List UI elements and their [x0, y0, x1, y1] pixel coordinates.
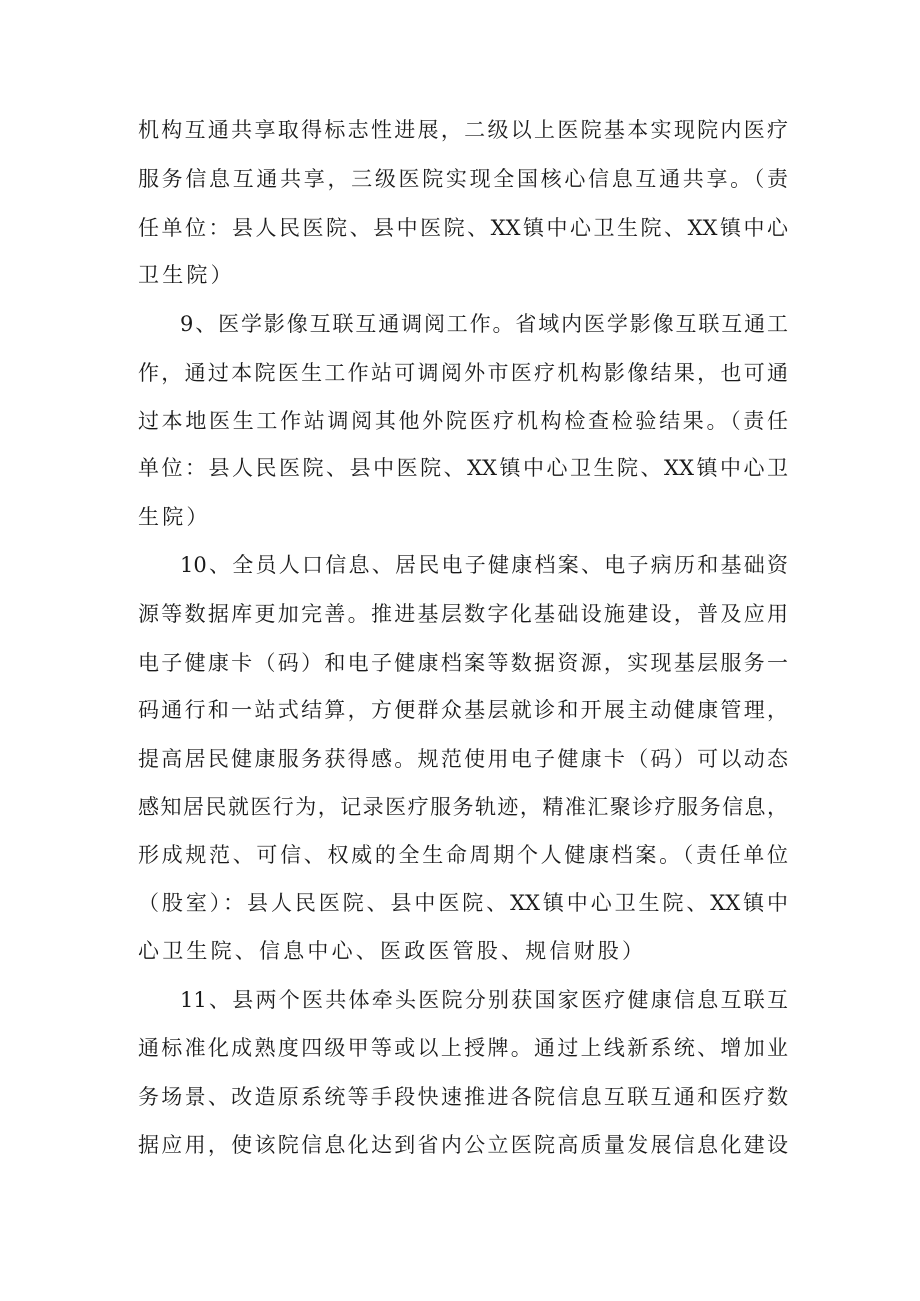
text-line: 过本地医生工作站调阅其他外院医疗机构检查检验结果。（责任 [138, 409, 788, 433]
text-line: 9、医学影像互联互通调阅工作。省域内医学影像互联互通工 [180, 312, 788, 336]
text-line: 机构互通共享取得标志性进展，二级以上医院基本实现院内医疗 [138, 118, 788, 142]
text-line: 据应用，使该院信息化达到省内公立医院高质量发展信息化建设 [138, 1133, 788, 1157]
text-line: 生院） [138, 505, 211, 529]
text-line: 10、全员人口信息、居民电子健康档案、电子病历和基础资 [180, 553, 788, 577]
text-line: 单位：县人民医院、县中医院、XX镇中心卫生院、XX镇中心卫 [138, 456, 788, 480]
text-line: 电子健康卡（码）和电子健康档案等数据资源，实现基层服务一 [138, 651, 788, 675]
text-line: 任单位：县人民医院、县中医院、XX镇中心卫生院、XX镇中心 [138, 216, 788, 240]
text-line: 码通行和一站式结算，方便群众基层就诊和开展主动健康管理， [138, 698, 788, 722]
text-line: 心卫生院、信息中心、医政医管股、规信财股） [138, 939, 647, 963]
text-line: 卫生院） [138, 263, 235, 287]
text-line: 务场景、改造原系统等手段快速推进各院信息互联互通和医疗数 [138, 1085, 788, 1109]
text-line: 通标准化成熟度四级甲等或以上授牌。通过上线新系统、增加业 [138, 1036, 788, 1060]
text-line: 提高居民健康服务获得感。规范使用电子健康卡（码）可以动态 [138, 747, 788, 771]
text-line: 服务信息互通共享，三级医院实现全国核心信息互通共享。（责 [138, 167, 788, 191]
text-line: 11、县两个医共体牵头医院分别获国家医疗健康信息互联互 [180, 988, 788, 1012]
text-line: 源等数据库更加完善。推进基层数字化基础设施建设，普及应用 [138, 602, 788, 626]
text-line: 感知居民就医行为，记录医疗服务轨迹，精准汇聚诊疗服务信息， [138, 795, 788, 819]
text-line: 形成规范、可信、权威的全生命周期个人健康档案。（责任单位 [138, 843, 788, 867]
text-line: （股室）：县人民医院、县中医院、XX镇中心卫生院、XX镇中 [138, 891, 788, 915]
text-line: 作，通过本院医生工作站可调阅外市医疗机构影像结果，也可通 [138, 361, 788, 385]
